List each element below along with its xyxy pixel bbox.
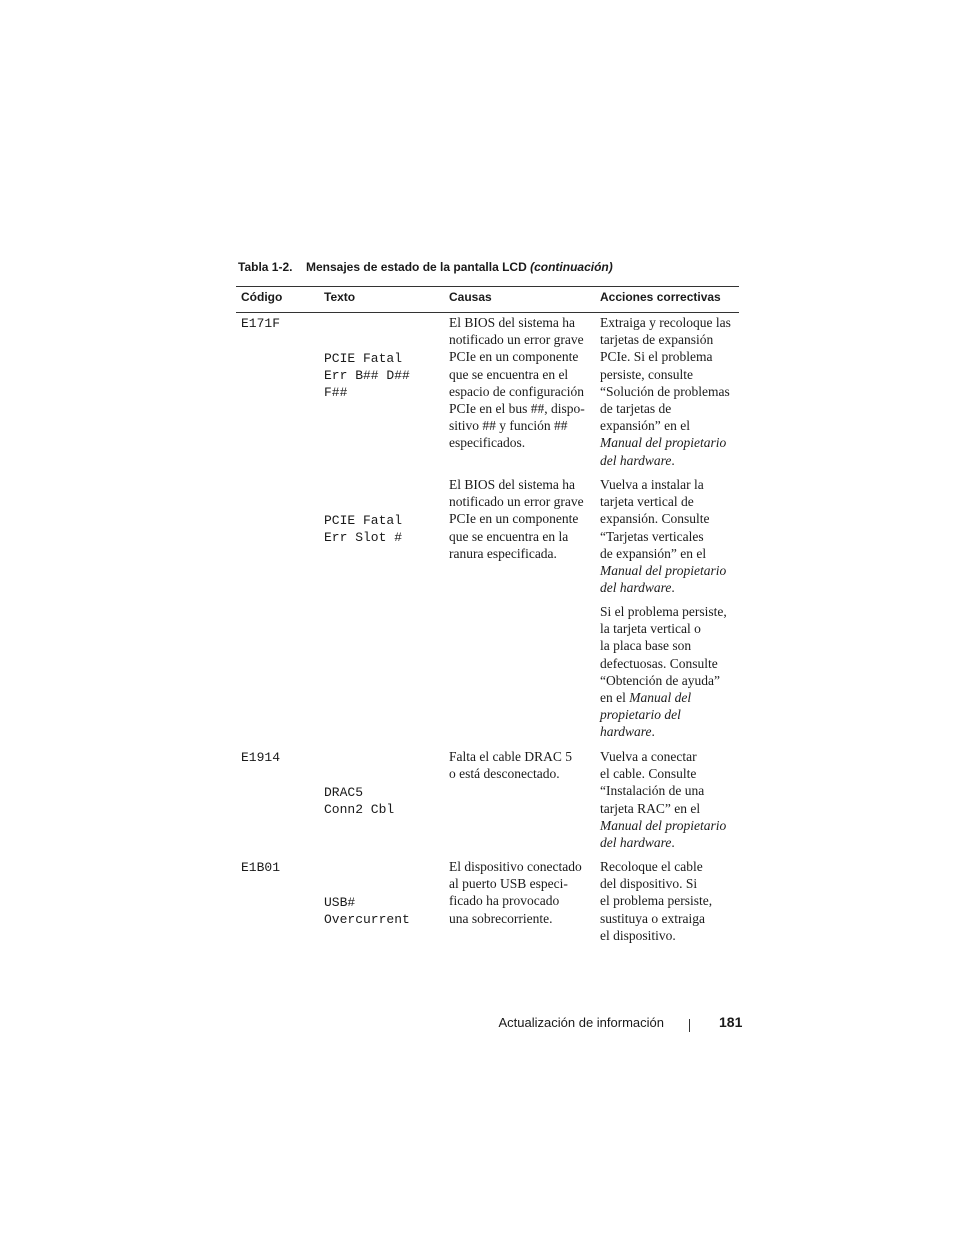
row-code-e1914: E1914 xyxy=(241,750,281,765)
header-texto: Texto xyxy=(324,290,356,304)
header-causas: Causas xyxy=(449,290,492,304)
row-actions-e1914: Vuelva a conectar el cable. Consulte “Instalación de una tarjeta RAC” en el Manual del propietario del hardware. xyxy=(600,749,727,851)
row-code-e1b01: E1B01 xyxy=(241,860,281,875)
row-actions-pcie-slot: Vuelva a instalar la tarjeta vertical de expansión. Consulte “Tarjetas verticales de expansión” en el Manual del propietario del hardware. xyxy=(600,477,727,596)
table-header-rule xyxy=(236,312,739,313)
row-causes-pcie-slot: El BIOS del sistema ha notificado un error grave PCIe en un componente que se encuentra en la ranura especificada. xyxy=(449,477,584,561)
table-top-rule xyxy=(236,286,739,287)
footer-separator xyxy=(689,1019,690,1032)
row-text-e1914: DRAC5 Conn2 Cbl xyxy=(324,784,395,817)
page-number: 181 xyxy=(719,1014,743,1030)
header-acciones: Acciones correctivas xyxy=(600,290,721,304)
row-causes-e1b01: El dispositivo conectado al puerto USB especi- ficado ha provocado una sobrecorriente. xyxy=(449,859,582,926)
table-caption xyxy=(238,260,613,274)
row-causes-e1914: Falta el cable DRAC 5 o está desconectado. xyxy=(449,749,572,782)
row-code-e171f: E171F xyxy=(241,316,281,331)
caption-continued: (continuación) xyxy=(530,260,613,274)
footer-section-title: Actualización de información xyxy=(498,1015,664,1030)
header-codigo: Código xyxy=(241,290,283,304)
row-text-e1b01: USB# Overcurrent xyxy=(324,894,410,927)
row-actions2-pcie-slot: Si el problema persiste, la tarjeta vertical o la placa base son defectuosas. Consulte “Obtención de ayuda” en el Manual del propietario del hardware. xyxy=(600,604,727,740)
caption-title: Mensajes de estado de la pantalla LCD xyxy=(306,260,527,274)
row-text-e171f: PCIE Fatal Err B## D## F## xyxy=(324,350,410,401)
row-actions-e1b01: Recoloque el cable del dispositivo. Si el problema persiste, sustituya o extraiga el dispositivo. xyxy=(600,859,713,943)
row-text-pcie-slot: PCIE Fatal Err Slot # xyxy=(324,512,403,545)
row-actions-e171f: Extraiga y recoloque las tarjetas de expansión PCIe. Si el problema persiste, consulte “Solución de problemas de tarjetas de expansión” en el Manual del propietario del hardware. xyxy=(600,315,731,468)
row-causes-e171f: El BIOS del sistema ha notificado un error grave PCIe en un componente que se encuentra en el espacio de configuración PCIe en el bus ##, dispo- sitivo ## y función ## especificados. xyxy=(449,315,585,451)
caption-number: Tabla 1-2. xyxy=(238,260,293,274)
